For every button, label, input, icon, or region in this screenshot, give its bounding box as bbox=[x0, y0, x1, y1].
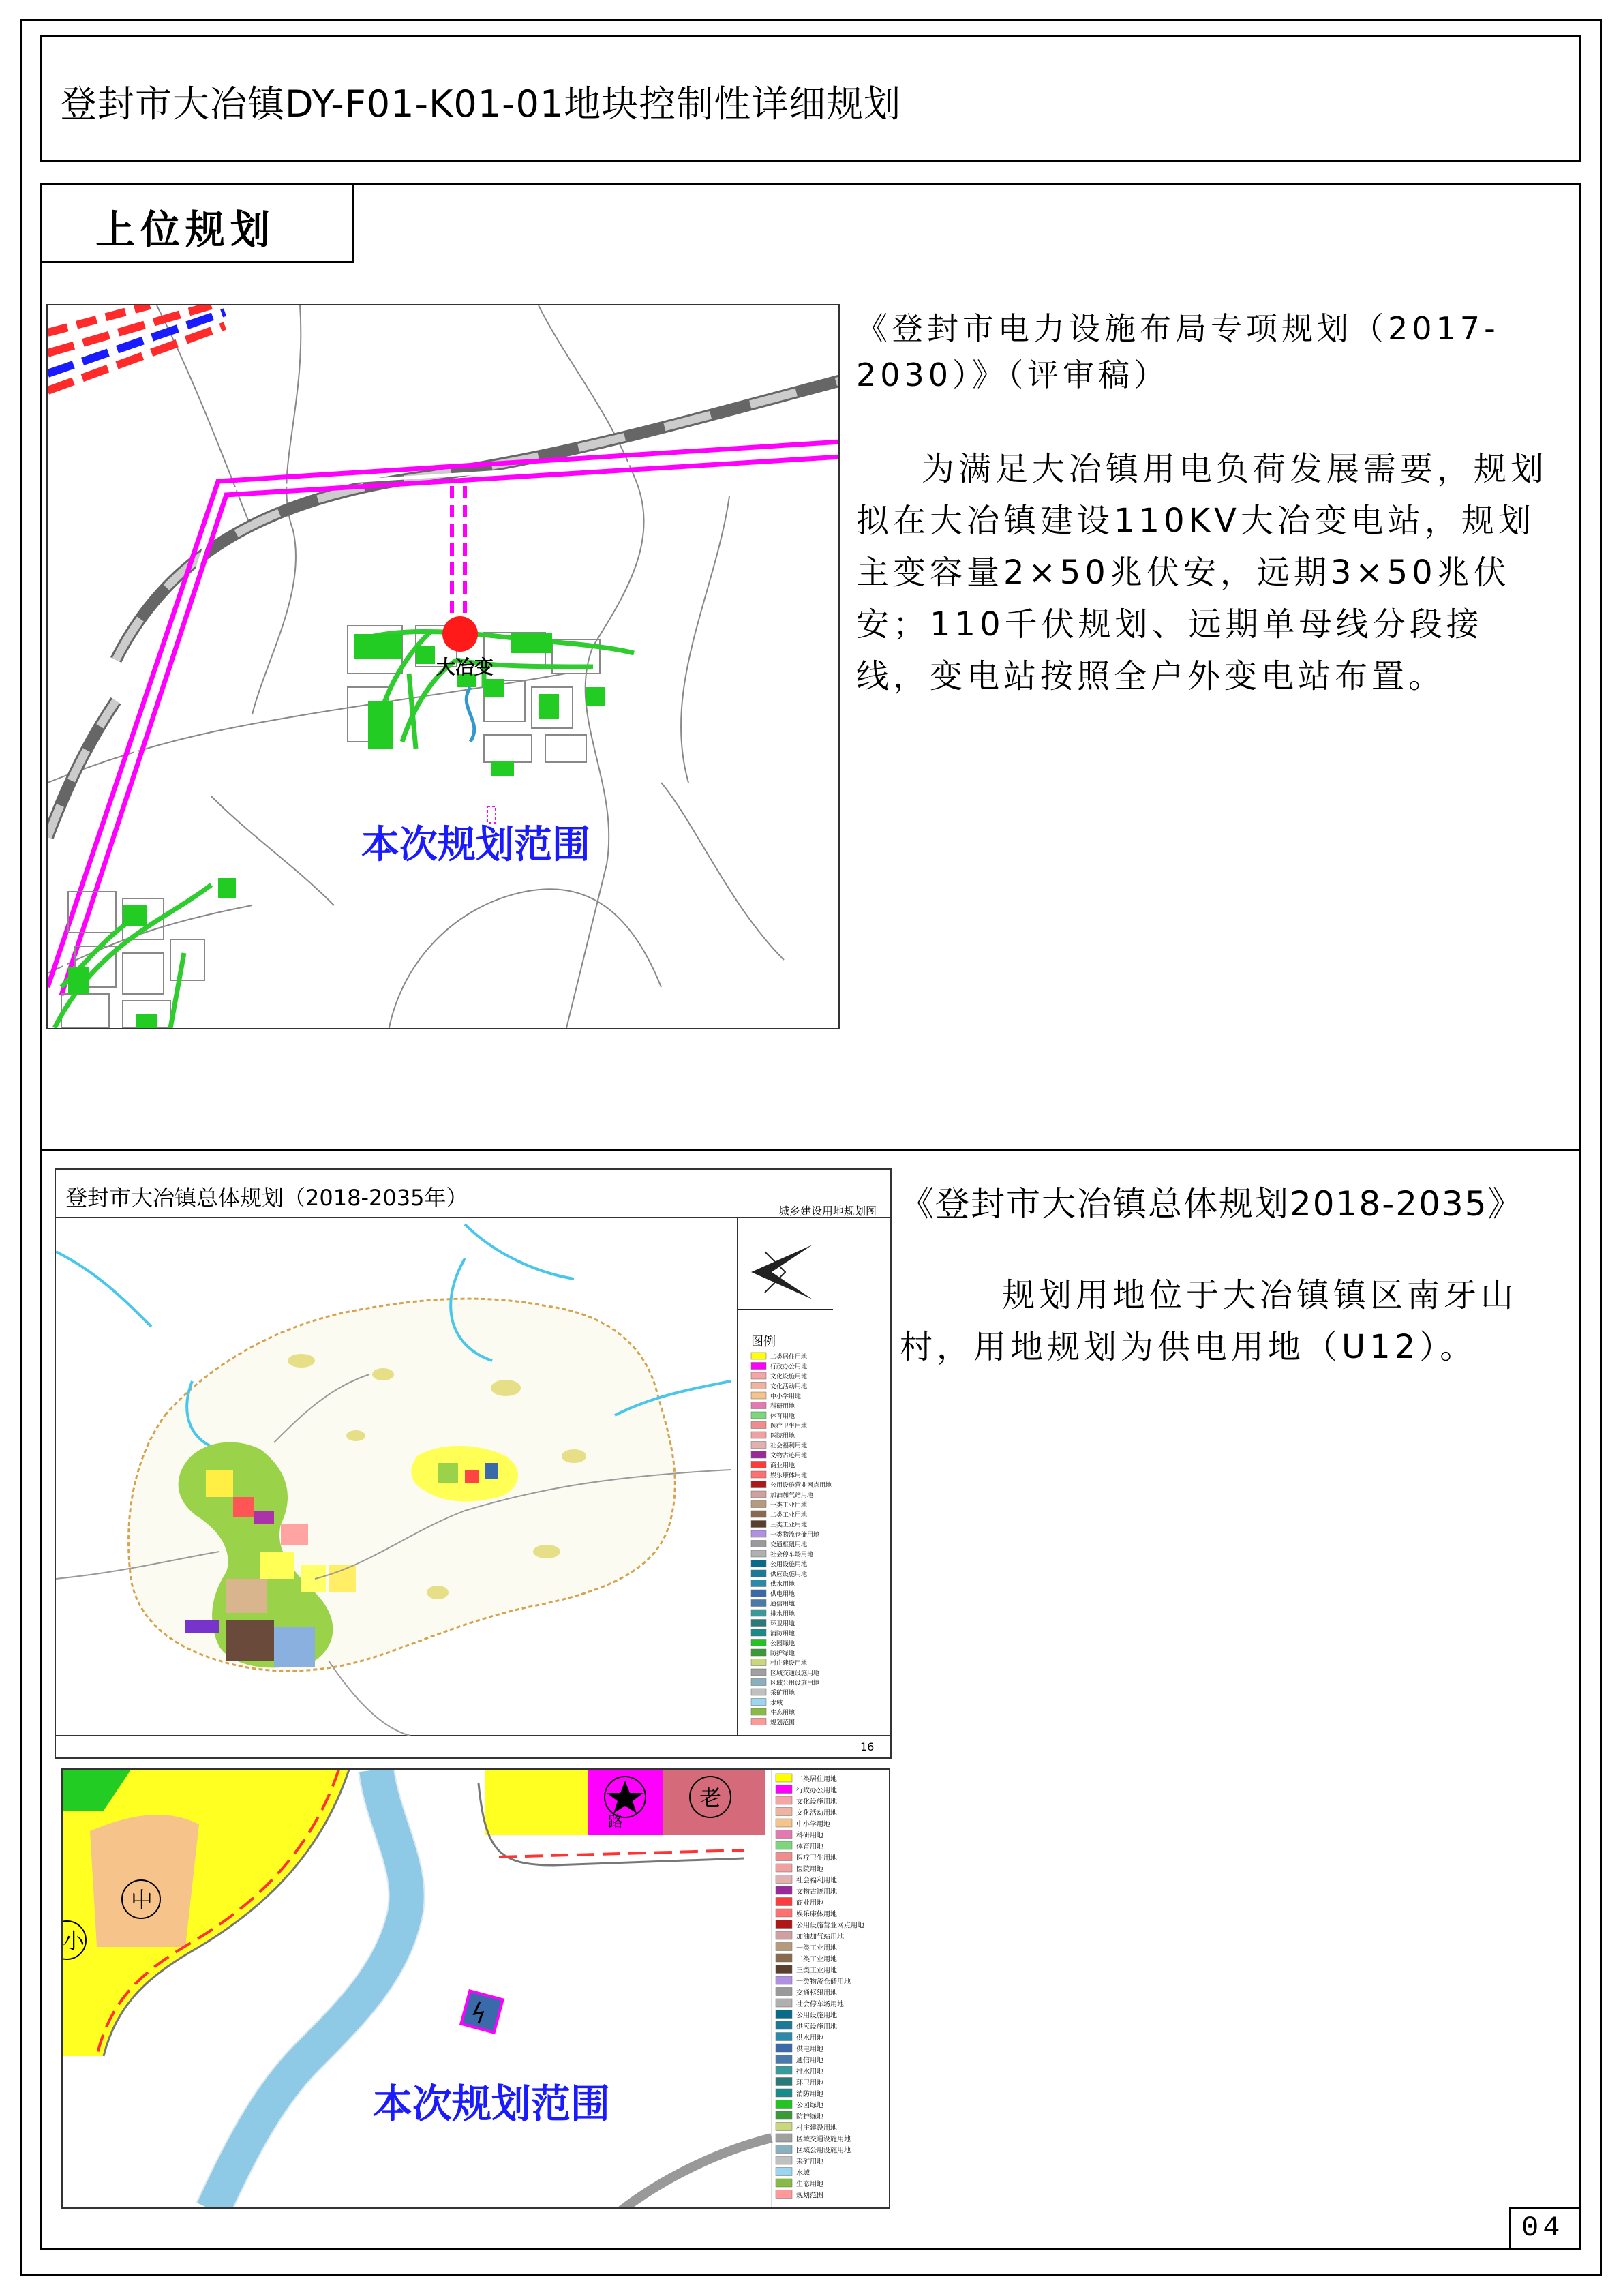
road-label: 路 bbox=[608, 1814, 624, 1831]
scope-label-1: 本次规划范围 bbox=[361, 823, 590, 867]
legend-swatch bbox=[751, 1580, 766, 1587]
legend-swatch bbox=[751, 1669, 766, 1676]
legend-swatch bbox=[776, 2066, 792, 2074]
substation-label: 大冶变 bbox=[436, 656, 494, 678]
legend-swatch bbox=[751, 1541, 766, 1547]
legend-label: 防护绿地 bbox=[796, 2113, 823, 2121]
legend-swatch bbox=[776, 1898, 792, 1906]
legend-swatch bbox=[751, 1511, 766, 1517]
legend-swatch bbox=[776, 1909, 792, 1917]
legend-label: 中小学用地 bbox=[796, 1821, 830, 1828]
legend-swatch bbox=[776, 2111, 792, 2119]
legend-swatch bbox=[776, 2089, 792, 2097]
legend-label: 生态用地 bbox=[770, 1710, 795, 1717]
legend-label: 区域交通设施用地 bbox=[796, 2136, 851, 2143]
legend-swatch bbox=[751, 1442, 766, 1449]
section-divider bbox=[40, 1149, 1581, 1151]
master-plan-title: 登封市大冶镇总体规划（2018-2035年） bbox=[65, 1185, 468, 1211]
legend-label: 公园绿地 bbox=[796, 2102, 823, 2110]
legend-label: 文化活动用地 bbox=[770, 1383, 808, 1391]
legend-swatch bbox=[776, 2145, 792, 2154]
block1-heading: 《登封市电力设施布局专项规划（2017-2030）》（评审稿） bbox=[856, 310, 1500, 393]
legend-swatch bbox=[751, 1432, 766, 1438]
legend-label: 社会停车场用地 bbox=[770, 1552, 814, 1558]
block2-paragraph: 规划用地位于大冶镇镇区南牙山村，用地规划为供电用地（U12）。 bbox=[900, 1276, 1518, 1366]
legend-swatch bbox=[751, 1530, 766, 1537]
legend-label: 交通枢纽用地 bbox=[796, 1989, 837, 1997]
master-plan-svg bbox=[56, 1170, 892, 1759]
legend-swatch bbox=[751, 1471, 766, 1478]
legend-swatch bbox=[751, 1689, 766, 1695]
legend-label: 区域公用设施用地 bbox=[796, 2147, 851, 2155]
legend-label: 村庄建设用地 bbox=[770, 1660, 808, 1667]
legend-swatch bbox=[776, 1853, 792, 1861]
legend-swatch bbox=[776, 1965, 792, 1974]
legend-swatch bbox=[751, 1590, 766, 1597]
legend-label: 商业用地 bbox=[796, 1899, 823, 1907]
legend-swatch bbox=[751, 1659, 766, 1666]
legend-swatch bbox=[751, 1620, 766, 1627]
legend-label: 二类居住用地 bbox=[796, 1776, 837, 1783]
legend-label: 供水用地 bbox=[770, 1581, 795, 1588]
legend-label: 二类工业用地 bbox=[770, 1512, 808, 1519]
legend-swatch bbox=[751, 1560, 766, 1567]
substation-marker bbox=[442, 616, 478, 652]
legend-swatch bbox=[751, 1649, 766, 1656]
legend-label: 通信用地 bbox=[796, 2057, 823, 2065]
legend-label: 水域 bbox=[770, 1700, 783, 1707]
legend-swatch bbox=[751, 1402, 766, 1409]
legend-label: 供水用地 bbox=[796, 2034, 823, 2042]
legend-label: 规划范围 bbox=[770, 1719, 795, 1727]
legend-label: 体育用地 bbox=[770, 1413, 795, 1420]
legend-swatch bbox=[751, 1353, 766, 1359]
block1-paragraph: 为满足大冶镇用电负荷发展需要，规划拟在大冶镇建设110KV大冶变电站，规划主变容量2×50兆伏安，远期3×50兆伏安；110千伏规划、远期单母线分段接线，变电站按照全户外变电站布置。 bbox=[856, 450, 1548, 695]
legend-swatch bbox=[776, 2100, 792, 2109]
legend-swatch bbox=[776, 1774, 792, 1782]
legend-swatch bbox=[776, 2044, 792, 2052]
master-plan-legend bbox=[751, 1353, 832, 1727]
legend-label: 社会福利用地 bbox=[770, 1442, 808, 1450]
detail-plan-svg bbox=[63, 1770, 890, 2209]
legend-swatch bbox=[776, 1819, 792, 1827]
legend-label: 一类工业用地 bbox=[770, 1502, 808, 1509]
legend-swatch bbox=[751, 1679, 766, 1686]
legend-swatch bbox=[776, 1785, 792, 1794]
legend-swatch bbox=[751, 1491, 766, 1498]
legend-label: 医疗卫生用地 bbox=[770, 1423, 808, 1430]
legend-label: 环卫用地 bbox=[770, 1620, 795, 1628]
legend-swatch bbox=[751, 1462, 766, 1468]
legend-swatch bbox=[751, 1640, 766, 1646]
legend-swatch bbox=[751, 1422, 766, 1429]
legend-label: 社会停车场用地 bbox=[796, 2001, 844, 2008]
legend-swatch bbox=[751, 1412, 766, 1419]
legend-swatch bbox=[751, 1600, 766, 1607]
legend-label: 科研用地 bbox=[770, 1403, 795, 1410]
legend-swatch bbox=[776, 2134, 792, 2142]
compass-icon bbox=[738, 1245, 833, 1310]
legend-swatch bbox=[751, 1719, 766, 1725]
marker-lao-label: 老 bbox=[699, 1785, 722, 1811]
legend-swatch bbox=[776, 2055, 792, 2064]
legend-label: 娱乐康体用地 bbox=[796, 1911, 837, 1918]
detail-plan-map bbox=[61, 1768, 890, 2209]
legend-swatch bbox=[776, 1988, 792, 1996]
legend-label: 体育用地 bbox=[796, 1843, 823, 1851]
legend-label: 区域公用设施用地 bbox=[770, 1680, 820, 1687]
legend-label: 二类工业用地 bbox=[796, 1956, 837, 1963]
legend-label: 通信用地 bbox=[770, 1601, 795, 1608]
page-title: 登封市大冶镇DY-F01-K01-01地块控制性详细规划 bbox=[60, 82, 902, 125]
master-plan-page-number: 16 bbox=[860, 1740, 875, 1753]
legend-label: 文化活动用地 bbox=[796, 1809, 837, 1817]
legend-label: 文化设施用地 bbox=[796, 1798, 837, 1806]
page-number: 04 bbox=[1521, 2211, 1564, 2244]
legend-label: 消防用地 bbox=[796, 2091, 823, 2098]
legend-swatch bbox=[751, 1570, 766, 1577]
power-layout-map bbox=[46, 304, 840, 1029]
legend-swatch bbox=[776, 1886, 792, 1894]
legend-label: 文物古迹用地 bbox=[770, 1453, 808, 1460]
legend-swatch bbox=[751, 1372, 766, 1379]
legend-label: 公用设施营业网点用地 bbox=[796, 1922, 864, 1930]
master-plan-subtitle: 城乡建设用地规划图 bbox=[778, 1205, 877, 1218]
block2-heading: 《登封市大冶镇总体规划2018-2035》 bbox=[900, 1184, 1523, 1224]
legend-label: 公用设施用地 bbox=[770, 1561, 808, 1569]
legend-label: 一类物流仓储用地 bbox=[796, 1978, 851, 1986]
legend-label: 商业用地 bbox=[770, 1462, 795, 1470]
legend-swatch bbox=[751, 1363, 766, 1370]
legend-swatch bbox=[776, 1954, 792, 1962]
legend-label: 交通枢纽用地 bbox=[770, 1541, 808, 1549]
legend-label: 采矿用地 bbox=[770, 1690, 795, 1697]
legend-label: 医院用地 bbox=[796, 1866, 823, 1873]
legend-swatch bbox=[776, 1864, 792, 1872]
legend-label: 公用设施营业网点用地 bbox=[770, 1482, 832, 1490]
legend-label: 采矿用地 bbox=[796, 2158, 823, 2166]
legend-label: 三类工业用地 bbox=[796, 1967, 837, 1975]
legend-label: 公园绿地 bbox=[770, 1640, 795, 1648]
legend-swatch bbox=[776, 2021, 792, 2029]
legend-swatch bbox=[776, 1999, 792, 2007]
legend-label: 供应设施用地 bbox=[770, 1571, 808, 1578]
legend-swatch bbox=[776, 2190, 792, 2199]
legend-label: 医疗卫生用地 bbox=[796, 1854, 837, 1862]
detail-plan-legend bbox=[776, 1774, 864, 2200]
legend-swatch bbox=[776, 2010, 792, 2019]
legend-swatch bbox=[776, 2078, 792, 2086]
legend-label: 加油加气站用地 bbox=[796, 1933, 844, 1941]
legend-label: 公用设施用地 bbox=[796, 2012, 837, 2020]
legend-swatch bbox=[751, 1550, 766, 1557]
power-layout-map-svg bbox=[48, 305, 840, 1029]
legend-label: 三类工业用地 bbox=[770, 1522, 808, 1529]
legend-title: 图例 bbox=[751, 1335, 776, 1349]
legend-label: 生态用地 bbox=[796, 2181, 823, 2188]
legend-swatch bbox=[751, 1383, 766, 1389]
legend-swatch bbox=[776, 2179, 792, 2187]
legend-label: 一类工业用地 bbox=[796, 1944, 837, 1952]
legend-label: 文物古迹用地 bbox=[796, 1888, 837, 1896]
legend-label: 防护绿地 bbox=[770, 1650, 795, 1657]
legend-swatch bbox=[776, 1830, 792, 1839]
legend-label: 文化设施用地 bbox=[770, 1374, 808, 1380]
legend-swatch bbox=[751, 1451, 766, 1458]
legend-label: 社会福利用地 bbox=[796, 1877, 837, 1885]
legend-label: 加油加气站用地 bbox=[770, 1492, 814, 1499]
legend-swatch bbox=[751, 1699, 766, 1706]
legend-label: 供电用地 bbox=[770, 1591, 795, 1598]
legend-swatch bbox=[751, 1392, 766, 1399]
legend-label: 水域 bbox=[796, 2169, 810, 2177]
master-plan-map bbox=[55, 1168, 892, 1759]
legend-swatch bbox=[776, 2156, 792, 2164]
legend-swatch bbox=[751, 1501, 766, 1508]
legend-label: 区域交通设施用地 bbox=[770, 1670, 820, 1677]
legend-label: 规划范围 bbox=[796, 2192, 823, 2200]
legend-swatch bbox=[751, 1708, 766, 1715]
legend-label: 二类居住用地 bbox=[770, 1354, 808, 1361]
legend-swatch bbox=[751, 1610, 766, 1616]
legend-swatch bbox=[751, 1481, 766, 1488]
legend-label: 排水用地 bbox=[770, 1611, 795, 1618]
legend-label: 环卫用地 bbox=[796, 2079, 823, 2087]
legend-label: 村庄建设用地 bbox=[796, 2124, 837, 2132]
legend-label: 供应设施用地 bbox=[796, 2023, 837, 2031]
marker-xiao-label: 小 bbox=[63, 1928, 85, 1954]
legend-label: 科研用地 bbox=[796, 1832, 823, 1840]
legend-label: 行政办公用地 bbox=[796, 1787, 837, 1795]
marker-zhong-label: 中 bbox=[131, 1887, 153, 1913]
legend-swatch bbox=[776, 2123, 792, 2131]
legend-label: 医院用地 bbox=[770, 1433, 795, 1440]
legend-label: 一类物流仓储用地 bbox=[770, 1532, 820, 1539]
legend-swatch bbox=[776, 1875, 792, 1884]
section-title: 上位规划 bbox=[95, 207, 276, 253]
legend-swatch bbox=[776, 2168, 792, 2176]
legend-label: 行政办公用地 bbox=[770, 1363, 808, 1371]
legend-swatch bbox=[751, 1521, 766, 1528]
legend-swatch bbox=[751, 1629, 766, 1636]
legend-label: 消防用地 bbox=[770, 1631, 795, 1637]
legend-label: 娱乐康体用地 bbox=[770, 1472, 808, 1479]
scope-label-3: 本次规划范围 bbox=[373, 2081, 611, 2127]
legend-swatch bbox=[776, 1976, 792, 1984]
legend-label: 排水用地 bbox=[796, 2068, 823, 2076]
legend-label: 中小学用地 bbox=[770, 1393, 802, 1400]
legend-swatch bbox=[776, 1808, 792, 1816]
legend-swatch bbox=[776, 1943, 792, 1951]
legend-swatch bbox=[776, 1920, 792, 1929]
legend-swatch bbox=[776, 2033, 792, 2041]
legend-swatch bbox=[776, 1796, 792, 1804]
legend-swatch bbox=[776, 1841, 792, 1849]
legend-swatch bbox=[776, 1931, 792, 1939]
legend-label: 供电用地 bbox=[796, 2046, 823, 2053]
